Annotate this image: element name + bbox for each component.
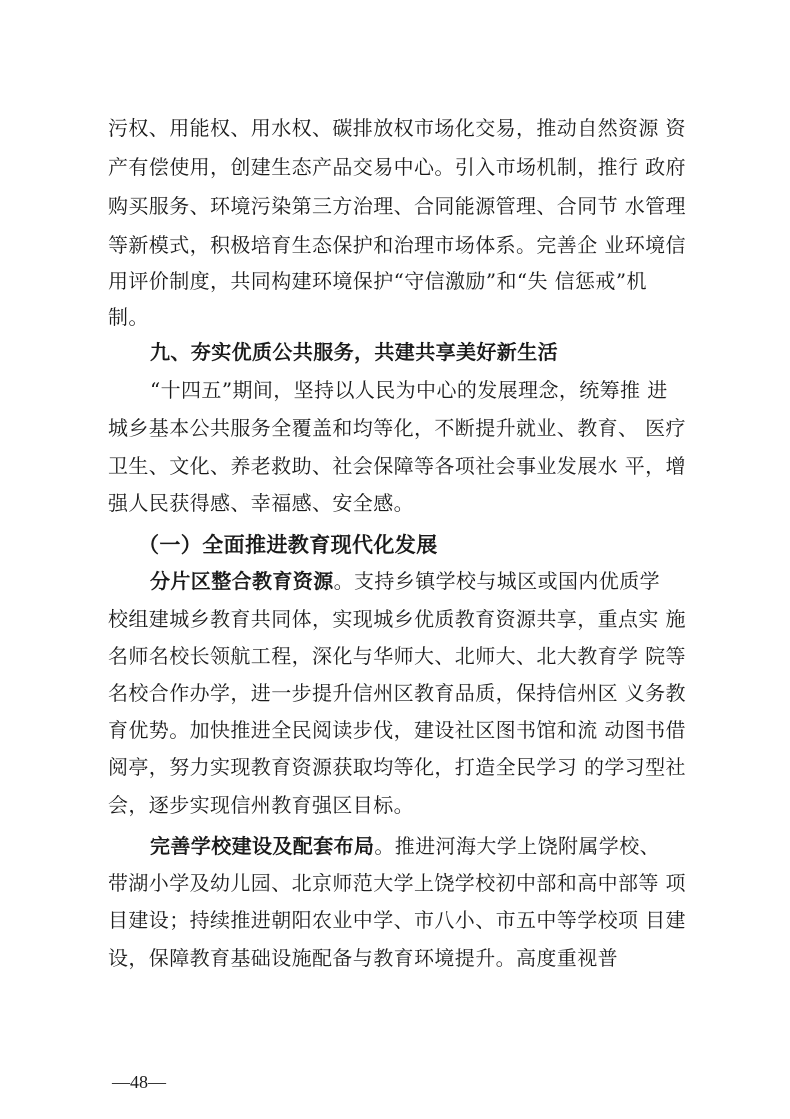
body-line: 会，逐步实现信州教育强区目标。 (108, 793, 414, 817)
body-line: 等新模式，积极培育生态保护和治理市场体系。完善企 业环境信 (108, 233, 686, 257)
body-line: 校组建城乡教育共同体，实现城乡优质教育资源共享，重点实 施 (108, 607, 686, 631)
body-line: 名师名校长领航工程，深化与华师大、北师大、北大教育学 院等 (108, 644, 686, 668)
body-line: “十四五”期间，坚持以人民为中心的发展理念，统筹推 进 (150, 378, 668, 402)
body-line: 卫生、文化、养老救助、社会保障等各项社会事业发展水 平，增 (108, 454, 686, 478)
body-line: 污权、用能权、用水权、碳排放权市场化交易，推动自然资源 资 (108, 116, 686, 140)
subsection-heading: （一）全面推进教育现代化发展 (138, 533, 438, 557)
paragraph-lead: 完善学校建设及配套布局 (150, 834, 375, 858)
body-line: 目建设；持续推进朝阳农业中学、市八小、市五中等学校项 目建 (108, 908, 686, 932)
body-line: 育优势。加快推进全民阅读步伐，建设社区图书馆和流 动图书借 (108, 718, 686, 742)
body-line: 带湖小学及幼儿园、北京师范大学上饶学校初中部和高中部等 项 (108, 871, 686, 895)
body-line: 设，保障教育基础设施配备与教育环境提升。高度重视普 (108, 946, 618, 970)
body-text: 。推进河海大学上饶附属学校、 (374, 834, 661, 858)
section-heading: 九、夯实优质公共服务，共建共享美好新生活 (150, 340, 558, 364)
body-text: 。支持乡镇学校与城区或国内优质学 (333, 569, 661, 593)
body-line: 强人民获得感、幸福感、安全感。 (108, 491, 414, 515)
body-line: 用评价制度，共同构建环境保护“守信激励”和“失 信惩戒”机 (108, 269, 647, 293)
body-line: 制。 (108, 305, 149, 329)
paragraph-first-line (150, 568, 695, 594)
body-line: 购买服务、环境污染第三方治理、合同能源管理、合同节 水管理 (108, 194, 686, 218)
paragraph-first-line (150, 833, 695, 859)
body-line: 产有偿使用，创建生态产品交易中心。引入市场机制，推行 政府 (108, 155, 686, 179)
body-line: 名校合作办学，进一步提升信州区教育品质，保持信州区 义务教 (108, 681, 686, 705)
page-number: —48— (112, 1072, 166, 1092)
body-line: 城乡基本公共服务全覆盖和均等化，不断提升就业、教育、 医疗 (108, 416, 686, 440)
paragraph-lead: 分片区整合教育资源 (150, 569, 334, 593)
body-line: 阅亭，努力实现教育资源获取均等化，打造全民学习 的学习型社 (108, 755, 686, 779)
